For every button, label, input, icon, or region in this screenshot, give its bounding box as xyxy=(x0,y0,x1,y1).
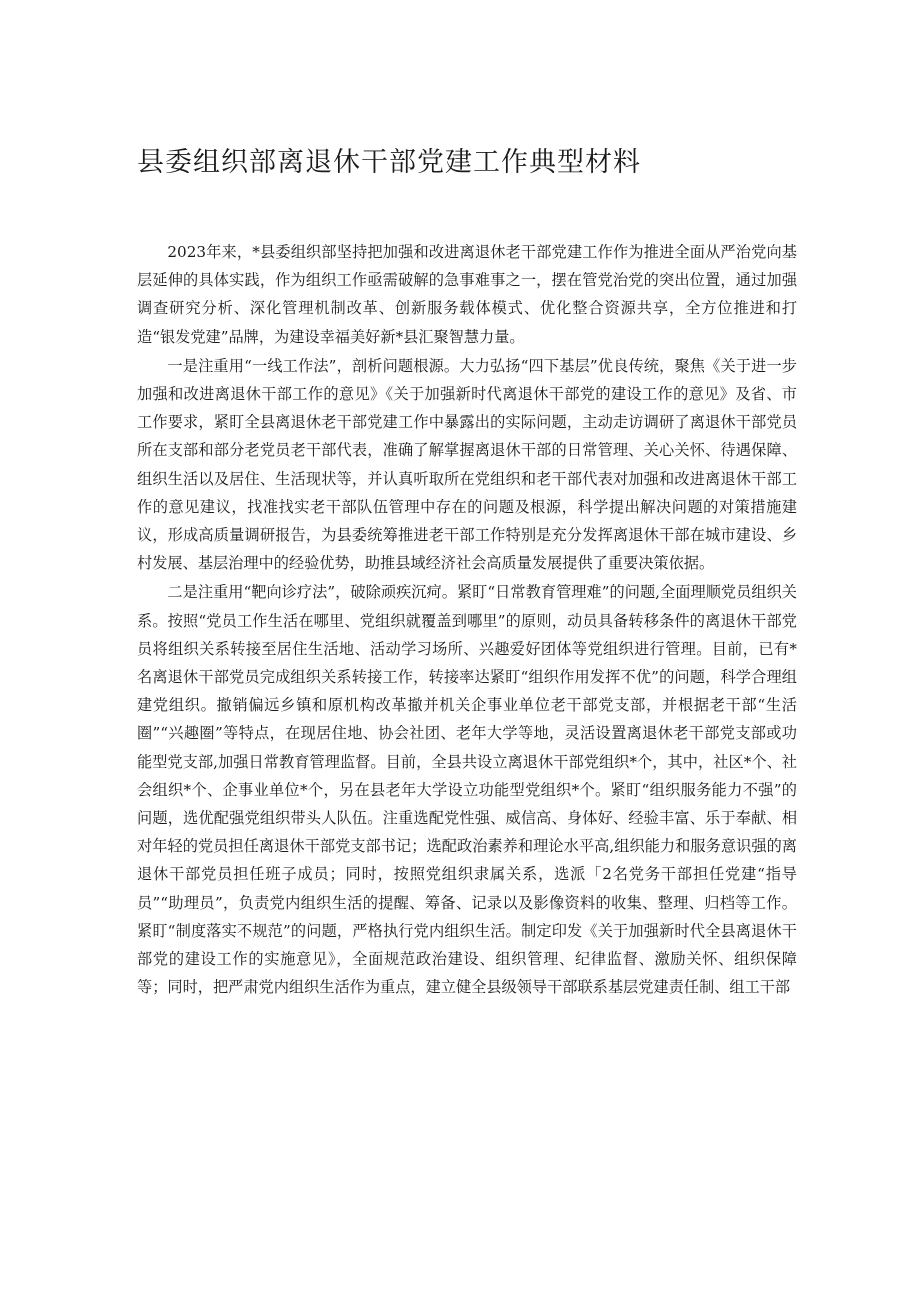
document-title: 县委组织部离退休干部党建工作典型材料 xyxy=(137,147,641,178)
paragraph-two: 二是注重用“靶向诊疗法”，破除顽疾沉疴。紧盯“日常教育管理难”的问题,全面理顺党员组织关系。按照“党员工作生活在哪里、党组织就覆盖到哪里”的原则，动员具备转移条件的离退休干部党员将组织关系转接至居住生活地、活动学习场所、兴趣爱好团体等党组织进行管理。目前，已有*名离退休干部党员完成组织关系转接工作，转接率达紧盯“组织作用发挥不优”的问题，科学合理组建党组织。撤销偏远乡镇和原机构改革撤并机关企事业单位老干部党支部，并根据老干部“生活圈”“兴趣圈”等特点，在现居住地、协会社团、老年大学等地，灵活设置离退休老干部党支部或功能型党支部,加强日常教育管理监督。目前，全县共设立离退休干部党组织*个，其中，社区*个、社会组织*个、企事业单位*个，另在县老年大学设立功能型党组织*个。紧盯“组织服务能力不强”的问题，选优配强党组织带头人队伍。注重选配党性强、威信高、身体好、经验丰富、乐于奉献、相对年轻的党员担任离退休干部党支部书记；选配政治素养和理论水平高,组织能力和服务意识强的离退休干部党员担任班子成员；同时，按照党组织隶属关系，选派「2名党务干部担任党建“指导员”“助理员”，负责党内组织生活的提醒、筹备、记录以及影像资料的收集、整理、归档等工作。紧盯“制度落实不规范”的问题，严格执行党内组织生活。制定印发《关于加强新时代全县离退休干部党的建设工作的实施意见》，全面规范政治建设、组织管理、纪律监督、激励关怀、组织保障等；同时，把严肃党内组织生活作为重点，建立健全县级领导干部联系基层党建责任制、组工干部 xyxy=(137,583,797,997)
paragraph-intro: 2023年来，*县委组织部坚持把加强和改进离退休老干部党建工作作为推进全面从严治党向基层延伸的具体实践，作为组织工作亟需破解的急事难事之一，摆在管党治党的突出位置，通过加强调查研究分析、深化管理机制改革、创新服务载体模式、优化整合资源共享，全方位推进和打造“银发党建”品牌，为建设幸福美好新*县汇聚智慧力量。 xyxy=(137,243,797,346)
paragraph-one: 一是注重用“一线工作法”，剖析问题根源。大力弘扬“四下基层”优良传统，聚焦《关于进一步加强和改进离退休干部工作的意见》《关于加强新时代离退休干部党的建设工作的意见》及省、市工作要求，紧盯全县离退休老干部党建工作中暴露出的实际问题，主动走访调研了离退休干部党员所在支部和部分老党员老干部代表，准确了解掌握离退休干部的日常管理、关心关怀、待遇保障、组织生活以及居住、生活现状等，并认真听取所在党组织和老干部代表对加强和改进离退休干部工作的意见建议，找准找实老干部队伍管理中存在的问题及根源，科学提出解决问题的对策措施建议，形成高质量调研报告，为县委统筹推进老干部工作特别是充分发挥离退休干部在城市建设、乡村发展、基层治理中的经验优势，助推县域经济社会高质量发展提供了重要决策依据。 xyxy=(137,356,797,573)
document-body xyxy=(137,238,797,1001)
